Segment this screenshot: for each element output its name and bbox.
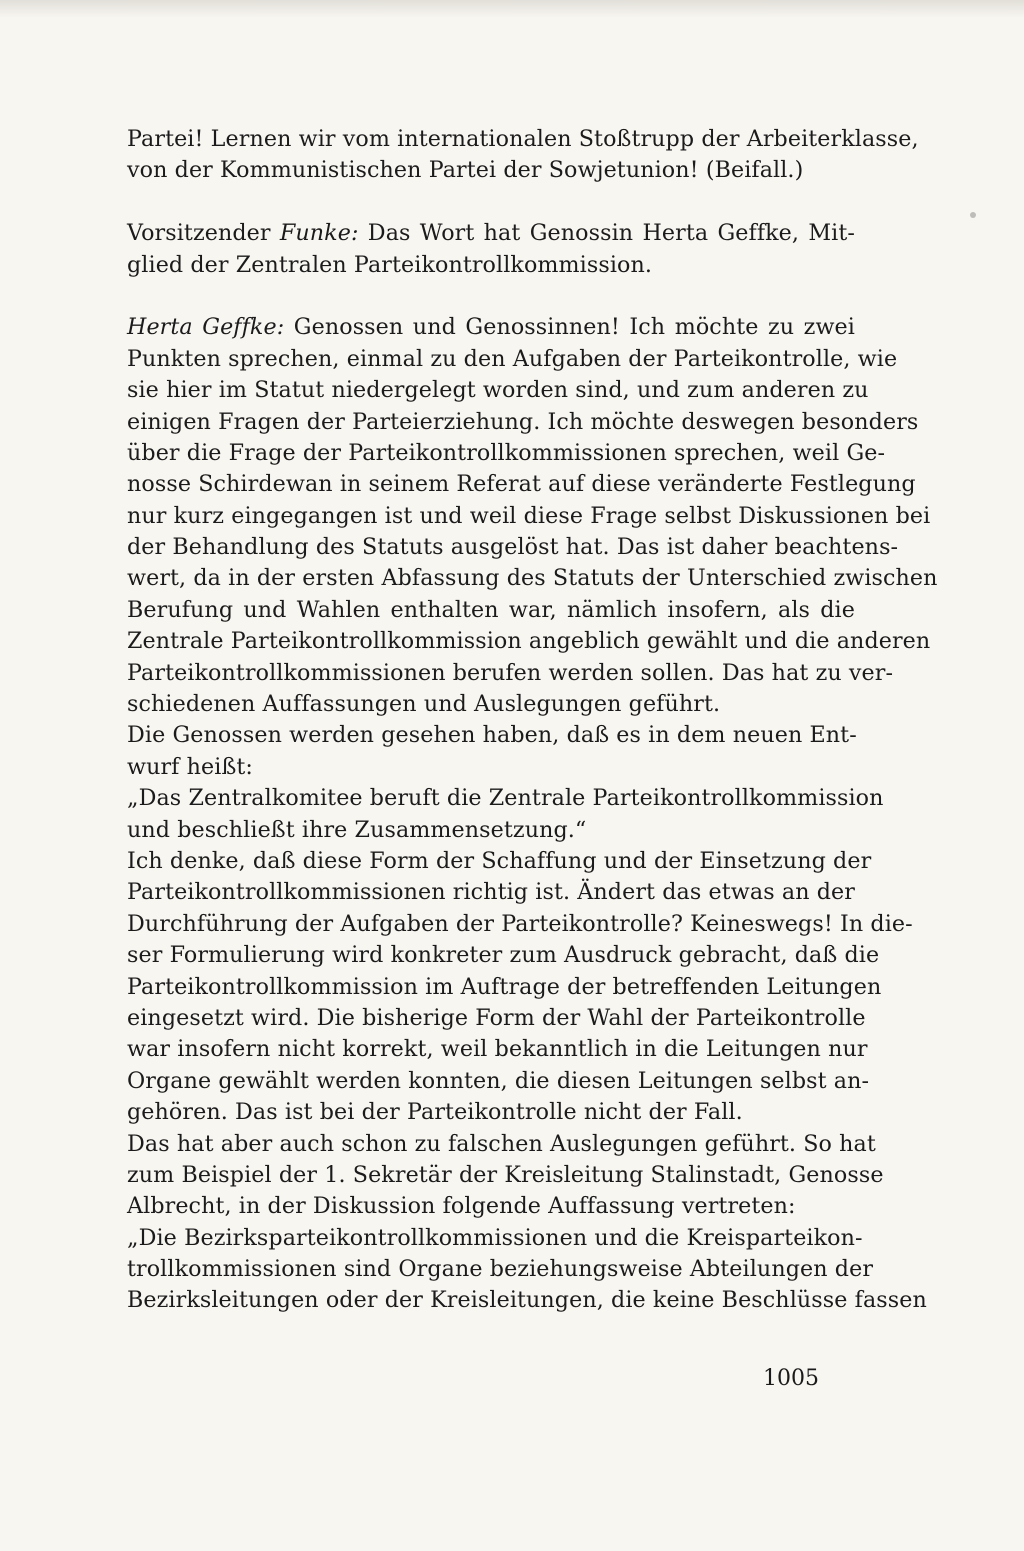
text-line: wurf heißt: — [127, 753, 253, 780]
speaker-name: Herta Geffke: — [127, 314, 285, 341]
text-line: Parteikontrollkommissionen richtig ist. Ändert das etwas an der — [127, 879, 855, 906]
text-line: Punkten sprechen, einmal zu den Aufgaben der Parteikontrolle, wie — [127, 345, 898, 372]
text-line: Zentrale Parteikontrollkommission angeblich gewählt und die anderen — [127, 628, 931, 655]
text-line: zum Beispiel der 1. Sekretär der Kreisleitung Stalinstadt, Genosse — [127, 1161, 884, 1188]
text-line: schiedenen Auffassungen und Auslegungen geführt. — [127, 691, 721, 718]
text-line: ser Formulierung wird konkreter zum Ausdruck gebracht, daß die — [127, 942, 880, 969]
text-line: glied der Zentralen Parteikontrollkommission. — [127, 251, 653, 278]
text-line: einigen Fragen der Parteierziehung. Ich möchte deswegen besonders — [127, 408, 919, 435]
text-line: Partei! Lernen wir vom internationalen Stoßtrupp der Arbeiterklasse, — [127, 126, 919, 152]
text-line: Organe gewählt werden konnten, die diesen Leitungen selbst an- — [127, 1067, 870, 1094]
text-line: von der Kommunistischen Partei der Sowjetunion! (Beifall.) — [127, 157, 804, 184]
text-line: Ich denke, daß diese Form der Schaffung und der Einsetzung der — [127, 847, 872, 874]
text-line: „Das Zentralkomitee beruft die Zentrale Parteikontrollkommission — [127, 785, 884, 812]
text-line: über die Frage der Parteikontrollkommissionen sprechen, weil Ge- — [127, 439, 886, 466]
text-line: Die Genossen werden gesehen haben, daß es in dem neuen Ent- — [127, 722, 857, 749]
text-line: Durchführung der Aufgaben der Parteikontrolle? Keineswegs! In die- — [127, 910, 913, 937]
text-line: Das hat aber auch schon zu falschen Auslegungen geführt. So hat — [127, 1130, 876, 1157]
text-line: trollkommissionen sind Organe beziehungsweise Abteilungen der — [127, 1256, 874, 1283]
text-line: Parteikontrollkommissionen berufen werden sollen. Das hat zu ver- — [127, 659, 894, 686]
blank-line — [127, 281, 855, 312]
scan-speck — [970, 212, 976, 218]
text-line: Herta Geffke: Genossen und Genossinnen! Ich möchte zu zwei — [127, 314, 855, 341]
text-line: gehören. Das ist bei der Parteikontrolle nicht der Fall. — [127, 1099, 743, 1126]
text-line: wert, da in der ersten Abfassung des Statuts der Unterschied zwischen — [127, 565, 938, 592]
scan-edge — [0, 0, 1024, 18]
blank-line — [127, 187, 855, 218]
text-line: sie hier im Statut niedergelegt worden sind, und zum anderen zu — [127, 377, 869, 404]
speaker-name: Funke: — [279, 220, 359, 247]
text-line: nur kurz eingegangen ist und weil diese Frage selbst Diskussionen bei — [127, 502, 931, 529]
text-line: Parteikontrollkommission im Auftrage der betreffenden Leitungen — [127, 973, 882, 1000]
text-line: Berufung und Wahlen enthalten war, nämlich insofern, als die — [127, 596, 855, 623]
text-line: Albrecht, in der Diskussion folgende Auffassung vertreten: — [127, 1193, 796, 1220]
body-text — [127, 124, 938, 1317]
text-line: nosse Schirdewan in seinem Referat auf diese veränderte Festlegung — [127, 471, 916, 498]
text-line: und beschließt ihre Zusammensetzung.“ — [127, 816, 587, 843]
page-number: 1005 — [763, 1366, 819, 1391]
text-line: Vorsitzender Funke: Das Wort hat Genossin Herta Geffke, Mit- — [127, 220, 855, 247]
text-line: „Die Bezirksparteikontrollkommissionen und die Kreisparteikon- — [127, 1224, 863, 1251]
text-line: der Behandlung des Statuts ausgelöst hat. Das ist daher beachtens- — [127, 534, 899, 561]
text-line: eingesetzt wird. Die bisherige Form der Wahl der Parteikontrolle — [127, 1004, 866, 1031]
text-line: war insofern nicht korrekt, weil bekanntlich in die Leitungen nur — [127, 1036, 868, 1063]
text-line: Bezirksleitungen oder der Kreisleitungen, die keine Beschlüsse fassen — [127, 1287, 927, 1314]
